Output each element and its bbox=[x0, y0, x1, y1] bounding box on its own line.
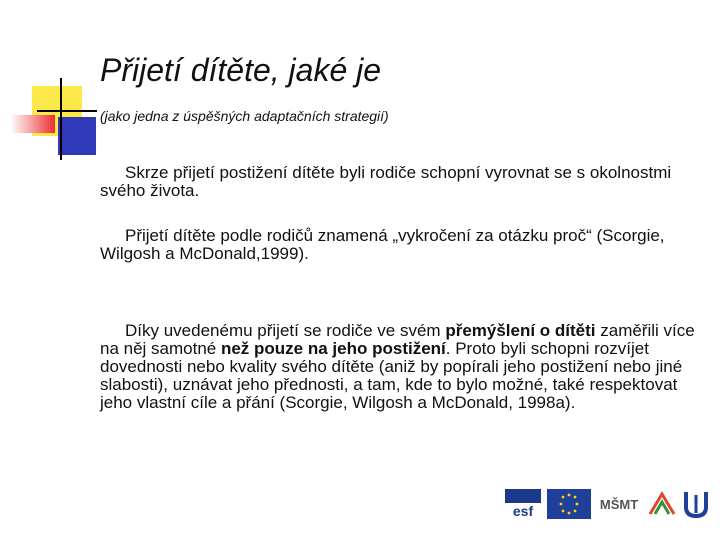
paragraph-3-text-a: Díky uvedenému přijetí se rodiče ve svém bbox=[125, 321, 446, 340]
paragraph-3-bold-a: přemýšlení o dítěti bbox=[445, 321, 596, 340]
paragraph-2: Přijetí dítěte podle rodičů znamená „vykročení za otázku proč“ (Scorgie, Wilgosh a McDonald,1999). bbox=[100, 226, 665, 263]
op-logo bbox=[647, 489, 677, 519]
paragraph-3-text-b: zaměřili více na něj samotné bbox=[100, 321, 695, 358]
logo-strip bbox=[505, 488, 709, 520]
slide-title: Přijetí dítěte, jaké je bbox=[100, 52, 382, 88]
decor-red-bar bbox=[10, 115, 55, 133]
esf-logo-text: esf bbox=[512, 503, 534, 519]
decor-horizontal-line bbox=[37, 110, 97, 112]
university-logo bbox=[683, 489, 709, 519]
msmt-logo-text: MŠMT bbox=[599, 497, 639, 512]
msmt-logo bbox=[597, 489, 641, 519]
paragraph-1: Skrze přijetí postižení dítěte byli rodiče schopní vyrovnat se s okolnostmi svého života. bbox=[100, 163, 672, 200]
paragraph-3-text-c: . Proto byli schopni rozvíjet dovednosti nebo kvality svého dítěte (aniž by popírali jeho postižení nebo jiné slabosti), uznávat jeho přednosti, a tam, kde to bylo možné, také respektovat jeho vlastní cíle a přání (Scorgie, Wilgosh a McDonald, 1998a). bbox=[100, 339, 683, 412]
paragraph-3-bold-b: než pouze na jeho postižení bbox=[220, 339, 446, 358]
slide-subtitle: (jako jedna z úspěšných adaptačních strategií) bbox=[100, 108, 389, 124]
decor-blue-square bbox=[58, 117, 96, 155]
esf-logo bbox=[505, 489, 541, 519]
eu-flag-logo bbox=[547, 489, 591, 519]
decor-vertical-line bbox=[60, 78, 62, 160]
paragraph-3 bbox=[100, 322, 700, 412]
